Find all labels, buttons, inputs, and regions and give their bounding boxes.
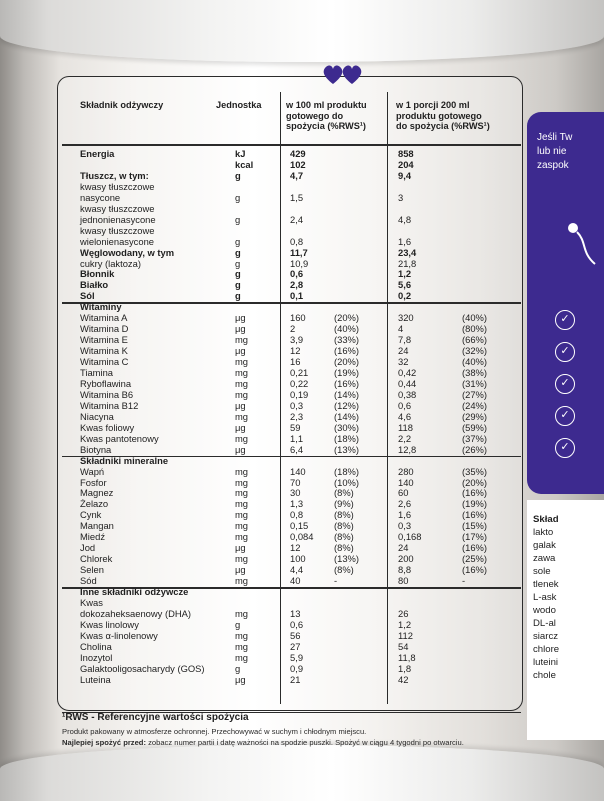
row-unit: mg [235,487,249,499]
row-nutrient: Błonnik [80,268,115,280]
row-value-portion: 118 [398,421,413,433]
row-unit: mg [235,465,249,477]
row-nutrient: Witamina B6 [80,388,134,400]
row-value-portion: 42 [398,673,409,685]
row-rws-portion: (29%) [462,410,488,422]
row-nutrient: Luteina [80,673,111,685]
side-ingredient-line: chlore [533,644,560,655]
row-value-portion: 60 [398,487,409,499]
row-rws-100ml: (14%) [334,410,360,422]
row-value-100ml: 0,6 [290,268,304,280]
row-rws-100ml: (8%) [334,487,354,499]
row-unit: g [235,213,241,225]
row-value-100ml: 2 [290,323,296,335]
best-before-text: zobacz numer partii i datę ważności na spodzie puszki. Spożyć w ciągu 4 tygodni po otwarciu. [145,738,464,747]
row-value-100ml: 0,1 [290,290,304,302]
row-value-portion: 4,6 [398,410,412,422]
row-nutrient: kwasy tłuszczowe [80,224,155,236]
row-nutrient: Magnez [80,487,114,499]
row-unit: mg [235,640,249,652]
row-nutrient: Witamina A [80,312,128,324]
row-value-100ml: 16 [290,356,301,368]
row-value-100ml: 0,8 [290,509,304,521]
row-nutrient: Chlorek [80,553,113,565]
row-rws-100ml: (8%) [334,509,354,521]
row-value-portion: 1,6 [398,509,412,521]
row-value-100ml: 0,6 [290,618,304,630]
row-rws-100ml: (8%) [334,542,354,554]
row-value-100ml: 4,7 [290,169,304,181]
row-unit: μg [235,312,246,324]
row-nutrient: Wapń [80,465,105,477]
row-unit: mg [235,388,249,400]
row-value-100ml: 10,9 [290,257,309,269]
row-nutrient: nasycone [80,191,121,203]
row-value-portion: 8,8 [398,564,412,576]
row-nutrient: Kwas foliowy [80,421,135,433]
row-rws-portion: - [462,575,466,587]
row-value-portion: 4 [398,323,404,335]
row-rws-portion: (31%) [462,377,488,389]
section-rule [62,302,521,304]
row-rws-100ml: (14%) [334,388,360,400]
row-value-100ml: 429 [290,148,306,159]
row-unit: g [235,268,241,280]
row-value-100ml: 100 [290,553,306,565]
row-value-100ml: 70 [290,476,301,488]
row-unit: μg [235,673,246,685]
row-nutrient: Witamina C [80,356,129,368]
row-value-100ml: 140 [290,465,306,477]
row-rws-100ml: (9%) [334,498,354,510]
row-value-portion: 12,8 [398,443,417,455]
row-value-portion: 320 [398,312,414,324]
row-unit: mg [235,509,249,521]
row-nutrient: Kwas α-linolenowy [80,629,158,641]
row-nutrient: Niacyna [80,410,114,422]
row-unit: mg [235,356,249,368]
row-unit: mg [235,476,249,488]
row-nutrient: Kwas [80,596,103,608]
row-unit: μg [235,345,246,357]
check-icon: ✓ [555,342,575,362]
row-unit: mg [235,410,249,422]
row-rws-portion: (35%) [462,465,488,477]
side-ingredient-line: sole [533,566,551,577]
row-unit: mg [235,334,249,346]
row-nutrient: Energia [80,148,115,159]
row-unit: mg [235,531,249,543]
row-unit: kcal [235,158,254,170]
row-value-portion: 0,38 [398,388,417,400]
row-unit: mg [235,498,249,510]
row-value-100ml: 21 [290,673,301,685]
best-before-label: Najlepiej spożyć przed: [62,738,146,747]
row-rws-100ml: (8%) [334,564,354,576]
row-unit: μg [235,421,246,433]
row-rws-100ml: (30%) [334,421,360,433]
row-nutrient: Miedź [80,531,106,543]
check-icon: ✓ [555,374,575,394]
row-value-100ml: 30 [290,487,301,499]
row-nutrient: Fosfor [80,476,107,488]
row-nutrient: wielonienasycone [80,235,155,247]
row-value-portion: 1,8 [398,662,412,674]
row-value-100ml: 40 [290,575,301,587]
row-value-100ml: 13 [290,607,301,619]
row-unit: μg [235,564,246,576]
row-value-portion: 112 [398,629,413,641]
row-value-100ml: 102 [290,158,306,170]
row-rws-100ml: (16%) [334,345,360,357]
row-value-100ml: 5,9 [290,651,304,663]
row-nutrient: Ryboflawina [80,377,132,389]
row-value-100ml: 0,15 [290,520,309,532]
row-nutrient: Witamina E [80,334,128,346]
row-value-100ml: 0,22 [290,377,309,389]
row-value-100ml: 4,4 [290,564,304,576]
row-unit: μg [235,542,246,554]
row-nutrient: Jod [80,542,96,554]
row-value-portion: 11,8 [398,651,416,663]
row-rws-portion: (26%) [462,443,488,455]
row-nutrient: Mangan [80,520,114,532]
row-rws-100ml: (33%) [334,334,360,346]
row-value-portion: 32 [398,356,409,368]
row-nutrient: kwasy tłuszczowe [80,180,155,192]
row-value-100ml: 11,7 [290,246,308,258]
row-value-portion: 9,4 [398,169,412,181]
row-value-portion: 2,2 [398,432,412,444]
row-rws-100ml: (19%) [334,367,360,378]
row-value-100ml: 12 [290,345,301,357]
row-unit: g [235,246,241,258]
row-nutrient: Cholina [80,640,112,652]
row-unit: mg [235,367,249,378]
row-rws-portion: (59%) [462,421,488,433]
row-nutrient: Biotyna [80,443,112,455]
row-rws-portion: (40%) [462,312,488,324]
row-nutrient: Tiamina [80,367,113,378]
row-value-portion: 80 [398,575,409,587]
side-ingredient-line: Skład [533,514,559,525]
row-rws-portion: (17%) [462,531,488,543]
row-value-100ml: 0,21 [290,367,309,378]
row-value-portion: 24 [398,345,409,357]
table-rule [280,92,281,704]
row-rws-portion: (24%) [462,399,488,411]
row-nutrient: dokozaheksaenowy (DHA) [80,607,191,619]
row-value-100ml: 12 [290,542,301,554]
row-unit: mg [235,651,249,663]
check-icon: ✓ [555,406,575,426]
row-rws-portion: (15%) [462,520,488,532]
row-value-portion: 200 [398,553,414,565]
row-rws-100ml: (40%) [334,323,360,335]
row-value-portion: 280 [398,465,414,477]
row-rws-100ml: (12%) [334,399,360,411]
side-ingredient-line: chole [533,670,556,681]
row-value-100ml: 3,9 [290,334,304,346]
row-rws-portion: (16%) [462,487,488,499]
row-unit: kJ [235,148,246,159]
row-value-portion: 0,6 [398,399,412,411]
row-nutrient: Węglowodany, w tym [80,246,175,258]
row-rws-portion: (19%) [462,498,488,510]
row-rws-portion: (38%) [462,367,488,378]
side-ingredients-column [527,500,604,740]
side-ingredient-line: luteini [533,657,559,668]
can-top-rim [0,0,604,62]
row-value-portion: 4,8 [398,213,412,225]
row-rws-100ml: (20%) [334,356,360,368]
side-ingredient-line: zawa [533,553,556,564]
row-unit: g [235,279,241,291]
row-unit: mg [235,553,249,565]
row-rws-100ml: (8%) [334,520,354,532]
row-nutrient: jednonienasycone [80,213,156,225]
row-value-portion: 1,2 [398,268,412,280]
row-value-100ml: 160 [290,312,306,324]
row-value-portion: 858 [398,148,414,159]
row-value-portion: 0,44 [398,377,417,389]
row-unit: mg [235,629,249,641]
side-ingredient-line: galak [533,540,556,551]
table-rule [62,144,521,146]
header-nutrient: Składnik odżywczy [80,100,164,110]
header-per-portion: w 1 porcji 200 ml produktu gotowego do spożycia (%RWS¹) [396,100,490,131]
row-value-portion: 3 [398,191,404,203]
row-value-100ml: 1,3 [290,498,304,510]
side-ingredient-line: DL-al [533,618,556,629]
row-value-portion: 23,4 [398,246,417,258]
row-rws-portion: (16%) [462,542,488,554]
row-rws-portion: (16%) [462,564,488,576]
row-nutrient: Witamina B12 [80,399,139,411]
row-nutrient: cukry (laktoza) [80,257,141,269]
row-nutrient: Cynk [80,509,102,521]
row-unit: μg [235,399,246,411]
side-ingredient-line: siarcz [533,631,559,642]
row-value-portion: 21,8 [398,257,417,269]
side-ingredient-line: wodo [533,605,556,616]
row-nutrient: Składniki mineralne [80,454,169,466]
side-panel-line: zaspok [537,160,569,171]
row-nutrient: Kwas linolowy [80,618,139,630]
row-value-portion: 5,6 [398,279,412,291]
best-before-note [62,738,464,747]
row-rws-portion: (25%) [462,553,488,565]
side-panel-line: lub nie [537,146,567,157]
row-rws-100ml: (13%) [334,443,360,455]
hearts-icon [322,64,366,86]
check-icon: ✓ [555,438,575,458]
row-value-100ml: 1,5 [290,191,304,203]
row-rws-100ml: (10%) [334,476,360,488]
row-value-100ml: 59 [290,421,301,433]
row-unit: μg [235,443,246,455]
row-unit: g [235,191,241,203]
row-rws-100ml: (18%) [334,432,360,444]
header-per-100ml: w 100 ml produktu gotowego do spożycia (%RWS¹) [286,100,367,131]
row-value-portion: 1,6 [398,235,412,247]
row-value-100ml: 27 [290,640,301,652]
row-nutrient: Żelazo [80,498,109,510]
can-bottom-rim [0,745,604,801]
side-panel-line: Jeśli Tw [537,132,573,143]
row-value-100ml: 6,4 [290,443,304,455]
row-unit: g [235,235,241,247]
row-value-portion: 24 [398,542,409,554]
row-value-portion: 0,2 [398,290,412,302]
row-unit: g [235,618,241,630]
row-value-portion: 204 [398,158,414,170]
row-value-portion: 0,168 [398,531,422,543]
row-nutrient: Sód [80,575,97,587]
row-rws-portion: (16%) [462,509,488,521]
row-rws-100ml: (16%) [334,377,360,389]
row-rws-100ml: (13%) [334,553,360,565]
row-value-100ml: 0,9 [290,662,304,674]
row-value-100ml: 1,1 [290,432,304,444]
row-nutrient: Tłuszcz, w tym: [80,169,149,181]
row-value-portion: 7,8 [398,334,412,346]
row-value-100ml: 0,19 [290,388,309,400]
row-rws-portion: (37%) [462,432,488,444]
row-value-portion: 2,6 [398,498,412,510]
sperm-cell-icon [563,212,603,272]
row-nutrient: Kwas pantotenowy [80,432,159,444]
row-rws-portion: (20%) [462,476,488,488]
rws-footnote-title: ¹RWS - Referencyjne wartości spożycia [62,712,249,723]
row-nutrient: Inne składniki odżywcze [80,586,189,597]
side-ingredient-line: tlenek [533,579,559,590]
row-rws-portion: (66%) [462,334,488,346]
row-nutrient: Witaminy [80,301,122,313]
row-value-portion: 54 [398,640,409,652]
row-unit: g [235,169,241,181]
row-value-portion: 140 [398,476,414,488]
row-rws-100ml: (18%) [334,465,360,477]
row-value-portion: 26 [398,607,409,619]
row-value-portion: 0,42 [398,367,417,378]
row-rws-portion: (32%) [462,345,488,357]
row-value-100ml: 2,4 [290,213,304,225]
row-nutrient: Sól [80,290,95,302]
row-unit: g [235,290,241,302]
header-unit: Jednostka [216,100,262,110]
check-icon: ✓ [555,310,575,330]
row-value-portion: 0,3 [398,520,412,532]
row-unit: mg [235,575,249,587]
row-unit: g [235,257,241,269]
row-value-100ml: 0,3 [290,399,304,411]
row-unit: μg [235,323,246,335]
row-rws-100ml: - [334,575,338,587]
row-nutrient: Galaktooligosacharydy (GOS) [80,662,205,674]
row-nutrient: kwasy tłuszczowe [80,202,155,214]
row-unit: mg [235,432,249,444]
row-value-100ml: 0,8 [290,235,304,247]
table-rule [387,92,388,704]
row-rws-portion: (27%) [462,388,488,400]
row-rws-100ml: (8%) [334,531,354,543]
row-nutrient: Selen [80,564,104,576]
row-unit: mg [235,520,249,532]
side-purple-panel [527,112,604,494]
row-unit: mg [235,607,249,619]
row-value-100ml: 0,084 [290,531,314,543]
side-ingredient-line: lakto [533,527,554,538]
row-rws-portion: (80%) [462,323,488,335]
side-ingredient-line: L-ask [533,592,557,603]
row-unit: mg [235,377,249,389]
row-nutrient: Białko [80,279,109,291]
storage-note: Produkt pakowany w atmosferze ochronnej. Przechowywać w suchym i chłodnym miejscu. [62,727,367,736]
row-value-portion: 1,2 [398,618,412,630]
row-unit: g [235,662,241,674]
row-nutrient: Inozytol [80,651,113,663]
row-value-100ml: 2,3 [290,410,304,422]
row-value-100ml: 2,8 [290,279,304,291]
row-nutrient: Witamina K [80,345,128,357]
row-rws-portion: (40%) [462,356,488,368]
row-nutrient: Witamina D [80,323,129,335]
row-value-100ml: 56 [290,629,301,641]
row-rws-100ml: (20%) [334,312,360,324]
